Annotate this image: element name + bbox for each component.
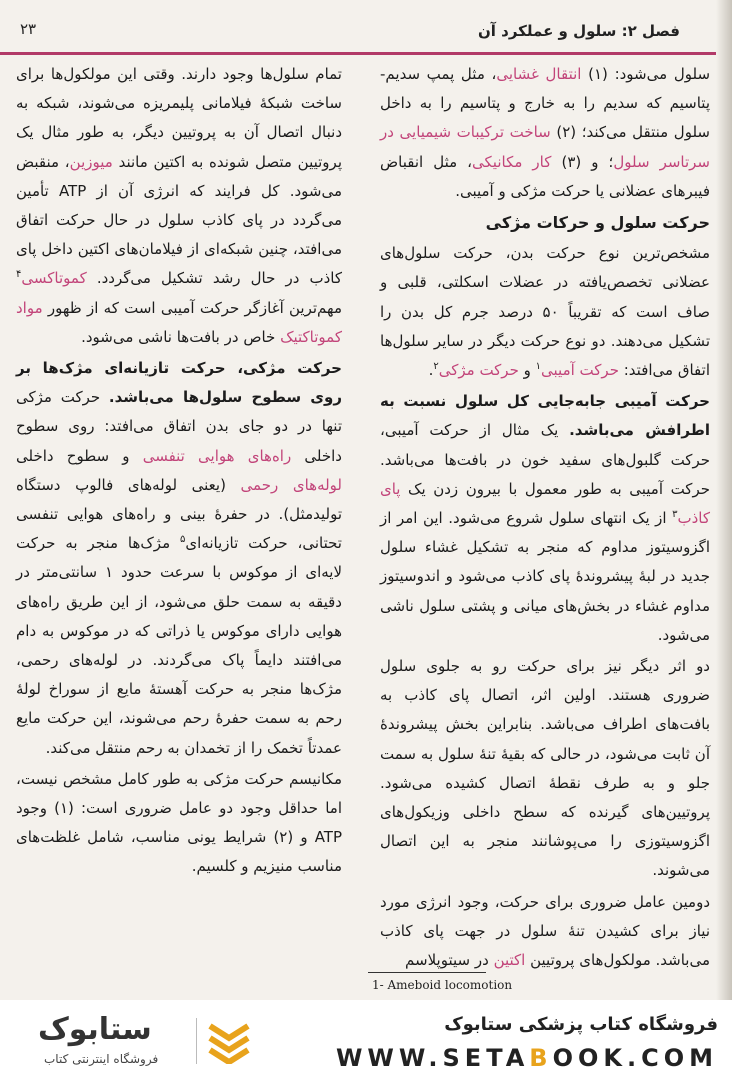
highlight-term: انتقال غشایی: [496, 65, 582, 83]
paragraph: [380, 60, 710, 206]
text: ، مثل انقباض فیبرهای عضلانی یا حرکت مژکی و آمیبی.: [380, 152, 710, 200]
text: دومین عامل ضروری برای حرکت، وجود انرژی مورد نیاز برای کشیدن تنهٔ سلول در جهت پای کاذب می‌باشد. مولکول‌های پروتیین: [380, 892, 710, 970]
text: یک مثال از حرکت آمیبی، حرکت گلبول‌های سفید خون در بافت‌ها می‌باشد. حرکت آمیبی به طور معمول با بیرون زدن یک: [380, 421, 710, 498]
left-column: [16, 60, 342, 884]
page-number: ۲۳: [20, 20, 37, 38]
highlight-term: کار مکانیکی: [472, 152, 552, 171]
footnote-marker: ۵: [180, 534, 186, 546]
logo-separator: [196, 1018, 197, 1064]
logo-wordmark: ستابوک: [38, 1012, 152, 1047]
text: حرکت مژکی تنها در دو جای بدن اتفاق می‌افتد: روی سطوح داخلی: [16, 388, 342, 465]
text: ؛ و (۳): [551, 152, 614, 171]
footnote-marker: ۴: [16, 269, 22, 281]
logo-tagline: فروشگاه اینترنتی کتاب: [44, 1052, 159, 1066]
text: و سطوح داخلی: [16, 446, 143, 465]
chevron-logo-icon: [206, 1018, 252, 1064]
highlight-term: پای کاذب: [380, 479, 710, 528]
text: تمام سلول‌ها وجود دارند. وقتی این مولکول‌ها برای ساخت شبکهٔ فیلامانی پلیمریزه می‌شوند، شبکه به دنبال اتصال آن به پروتیین دیگر، به طور مثال یک پروتیین متصل شونده به اکتین مانند: [16, 65, 342, 171]
text: مشخص‌ترین نوع حرکت بدن، حرکت سلول‌های عضلانی تخصص‌یافته در عضلات اسکلتی، قلبی و صاف است که تقریباً ۵۰ درصد جرم کل بدن را تشکیل می‌دهند. دو نوع حرکت دیگر در سایر سلول‌ها اتفاق می‌افتد:: [380, 244, 711, 380]
store-footer: [0, 1000, 732, 1079]
right-column: [380, 60, 710, 977]
text: و: [518, 361, 536, 380]
paragraph: [380, 387, 710, 650]
url-text: OOK.COM: [552, 1044, 718, 1072]
footnote-divider: [368, 972, 486, 973]
footnote: 1- Ameboid locomotion: [372, 978, 513, 992]
highlight-term: حرکت آمیبی: [541, 361, 619, 380]
highlight-term: مواد کموتاکتیک: [16, 298, 342, 346]
text: ، مثل پمپ سدیم-پتاسیم که سدیم را به خارج و پتاسیم را به داخل سلول منتقل می‌کند؛ (۲): [380, 65, 710, 142]
footnote-marker: ۱: [535, 361, 542, 373]
paragraph: [16, 60, 342, 352]
text: در سیتوپلاسم: [405, 951, 494, 970]
footnote-marker: ۳: [672, 509, 678, 521]
store-url[interactable]: [336, 1044, 718, 1072]
url-accent-letter: B: [529, 1044, 553, 1072]
highlight-term: ساخت ترکیبات شیمیایی در سرتاسر سلول: [380, 123, 711, 171]
paragraph: [380, 888, 710, 976]
text: (یعنی لوله‌های فالوپ دستگاه تولیدمثل). در حفرهٔ بینی و راه‌های هوایی تنفسی تحتانی، حرکت تازیانه‌ای: [16, 475, 342, 553]
highlight-term: لوله‌های رحمی: [240, 475, 342, 494]
url-text: WWW.SETA: [335, 1044, 530, 1072]
chapter-title: فصل ۲: سلول و عملکرد آن: [477, 22, 680, 40]
header-divider: [0, 52, 716, 55]
page-header: [0, 0, 716, 58]
footnote-marker: ۲: [433, 361, 439, 373]
highlight-term: میوزین: [69, 152, 113, 171]
text: سلول می‌شود: (۱): [581, 65, 711, 83]
highlight-term: راه‌های هوایی تنفسی: [142, 446, 292, 465]
text: ، منقبض می‌شود. کل فرایند که انرژی آن از ATP تأمین می‌گردد در پای کاذب سلول در حال حرکت اتفاق می‌افتد، چنین شبکه‌ای از فیلامان‌های اکتین داخل پای کاذب در حال رشد تشکیل می‌گردد.: [16, 152, 343, 288]
store-name: فروشگاه کتاب پزشکی ستابوک: [444, 1014, 718, 1035]
paragraph: [380, 239, 710, 385]
text: از یک انتهای سلول شروع می‌شود. این امر از اگزوسیتوز مداوم که منجر به تشکیل غشاء سلول جدید در لبهٔ پیشروندهٔ پای کاذب می‌شود و اندوسیتوز مداوم غشاء در بخش‌های میانی و پشتی سلول ناشی می‌شود.: [380, 509, 710, 644]
paragraph: مکانیسم حرکت مژکی به طور کامل مشخص نیست، اما حداقل وجود دو عامل ضروری است: (۱) وجود ATP و (۲) شرایط یونی مناسب، شامل غلظت‌های مناسب منیزیم و کلسیم.: [16, 769, 342, 876]
lead-sentence: حرکت آمیبی جابه‌جایی کل سلول نسبت به اطرافش می‌باشد.: [380, 392, 710, 440]
text: .: [428, 361, 434, 380]
text: مژک‌ها منجر به حرکت لایه‌ای از موکوس با سرعت حدود ۱ سانتی‌متر در دقیقه به سمت حلق می‌شود، از این طریق راه‌های هوایی دارای موکوس یا ذراتی که در موکوس به دام می‌افتند دایماً پاک می‌گردند. در لوله‌های رحمی، مژک‌ها منجر به حرکت آهستهٔ مایع از سوراخ لولهٔ رحم به سمت حفرهٔ رحم می‌شوند، این حرکت مایع عمدتاً تخمک را از تخمدان به رحم منتقل می‌کند.: [16, 534, 343, 757]
page-spine-shadow: [716, 0, 732, 1000]
highlight-term: حرکت مژکی: [438, 361, 519, 380]
highlight-term: کموتاکسی: [21, 269, 87, 288]
paragraph: [16, 354, 342, 763]
section-heading: حرکت سلول و حرکات مژکی: [485, 213, 710, 233]
lead-sentence: حرکت مژکی، حرکت تازیانه‌ای مژک‌ها بر روی سطوح سلول‌ها می‌باشد.: [16, 359, 342, 407]
paragraph: دو اثر دیگر نیز برای حرکت رو به جلوی سلول ضروری هستند. اولین اثر، اتصال پای کاذب به بافت‌های اطراف می‌باشد. بنابراین بخش پیشروندهٔ آن ثابت می‌شود، در حالی که بقیهٔ تنهٔ سلول به سمت جلو و به طرف نقطهٔ اتصال کشیده می‌شود. پروتیین‌های گیرنده که سطح داخلی وزیکول‌های اگزوسیتوزی را می‌پوشانند منجر به این اتصال می‌شوند.: [380, 657, 710, 880]
text: خاص در بافت‌ها ناشی می‌شود.: [81, 327, 281, 346]
highlight-term: اکتین: [493, 951, 526, 970]
text: مهم‌ترین آغازگر حرکت آمیبی است که از ظهور: [42, 298, 342, 317]
